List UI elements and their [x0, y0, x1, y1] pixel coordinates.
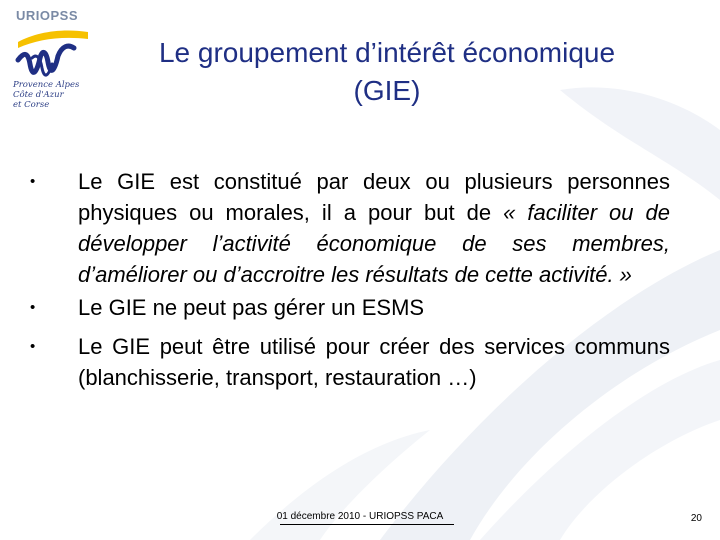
- bullet-text: Le GIE peut être utilisé pour créer des services communs (blanchisserie, transport, restauration …): [78, 334, 670, 390]
- bullet-text: Le GIE est constitué par deux ou plusieurs personnes physiques ou morales, il a pour but de: [78, 169, 670, 225]
- page-number: 20: [690, 513, 702, 524]
- footer-divider: [280, 524, 454, 525]
- bullet-quote: « faciliter ou de développer l’activité économique de ses membres, d’améliorer ou d’accroitre les résultats de cette activité. »: [78, 200, 670, 287]
- logo-sub-line: Provence Alpes: [13, 80, 80, 90]
- bullet-item: [30, 292, 670, 323]
- logo-sub-line: et Corse: [13, 100, 50, 110]
- bullet-list: [30, 166, 670, 401]
- bullet-dot: •: [30, 338, 36, 355]
- bullet-item: [30, 331, 670, 393]
- footer-text: 01 décembre 2010 - URIOPSS PACA: [276, 511, 444, 522]
- bullet-dot: •: [30, 173, 36, 190]
- bullet-item: [30, 166, 670, 290]
- title-line-1: Le groupement d’intérêt économique: [158, 37, 616, 68]
- logo-sub-line: Côte d'Azur: [13, 90, 64, 100]
- bullet-text: Le GIE ne peut pas gérer un ESMS: [78, 295, 425, 320]
- logo-region-text: [13, 80, 87, 110]
- slide-title: [100, 34, 674, 110]
- logo-wordmark: URIOPSS: [16, 8, 79, 23]
- bullet-dot: •: [30, 299, 36, 316]
- title-line-2: (GIE): [353, 75, 421, 106]
